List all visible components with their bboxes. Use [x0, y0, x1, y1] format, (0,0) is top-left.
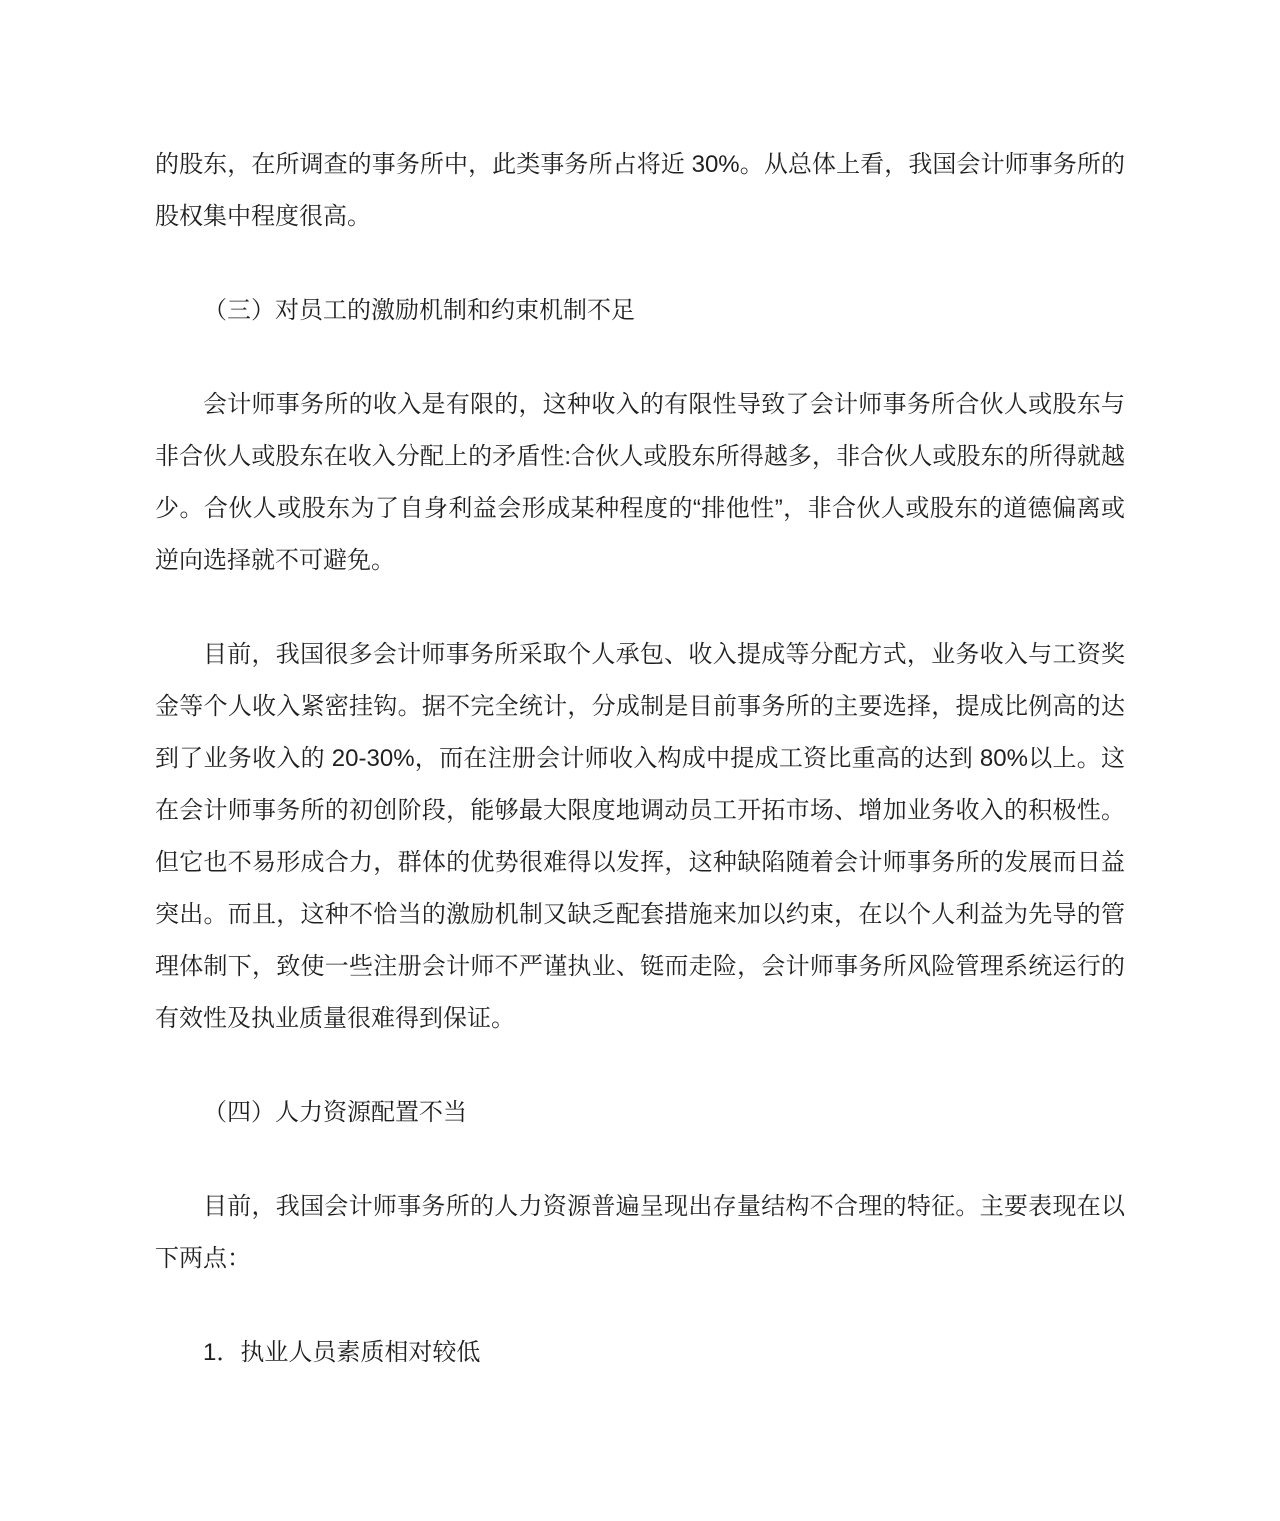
numbered-subheading: 1．执业人员素质相对较低 [203, 1339, 481, 1366]
paragraph: 会计师事务所的收入是有限的，这种收入的有限性导致了会计师事务所合伙人或股东与非合伙人或股东在收入分配上的矛盾性:合伙人或股东所得越多，非合伙人或股东的所得就越少。合伙人或股东为了自身利益会形成某种程度的“排他性”，非合伙人或股东的道德偏离或逆向选择就不可避免。 [155, 391, 1125, 574]
section-heading-three: （三）对员工的激励机制和约束机制不足 [203, 297, 635, 324]
paragraph-continuation: 的股东，在所调查的事务所中，此类事务所占将近 30%。从总体上看，我国会计师事务所的股权集中程度很高。 [155, 151, 1125, 230]
paragraph: 目前，我国会计师事务所的人力资源普遍呈现出存量结构不合理的特征。主要表现在以下两点： [155, 1193, 1125, 1272]
paragraph: 目前，我国很多会计师事务所采取个人承包、收入提成等分配方式，业务收入与工资奖金等个人收入紧密挂钩。据不完全统计，分成制是目前事务所的主要选择，提成比例高的达到了业务收入的 20-30%，而在注册会计师收入构成中提成工资比重高的达到 80%以上。这在会计师事务所的初创阶段，能够最大限度地调动员工开拓市场、增加业务收入的积极性。但它也不易形成合力，群体的优势很难得以发挥，这种缺陷随着会计师事务所的发展而日益突出。而且，这种不恰当的激励机制又缺乏配套措施来加以约束，在以个人利益为先导的管理体制下，致使一些注册会计师不严谨执业、铤而走险，会计师事务所风险管理系统运行的有效性及执业质量很难得到保证。 [155, 641, 1125, 1032]
section-heading-four: （四）人力资源配置不当 [203, 1099, 467, 1126]
